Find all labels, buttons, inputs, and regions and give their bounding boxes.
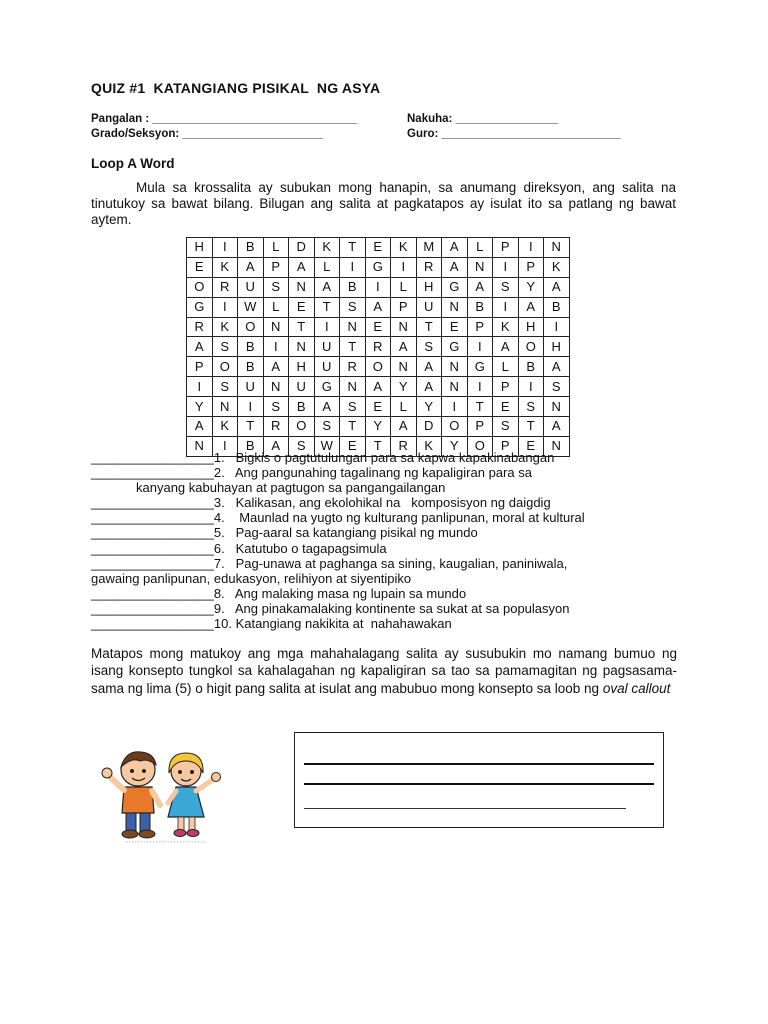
grid-row bbox=[187, 238, 570, 258]
grid-cell[interactable]: A bbox=[544, 417, 570, 437]
grid-cell[interactable]: N bbox=[289, 337, 315, 357]
grid-cell[interactable]: K bbox=[212, 257, 238, 277]
grid-cell[interactable]: K bbox=[544, 257, 570, 277]
grid-cell[interactable]: W bbox=[314, 436, 340, 456]
grid-cell[interactable]: I bbox=[493, 257, 519, 277]
grid-cell[interactable]: U bbox=[289, 377, 315, 397]
grid-cell[interactable]: L bbox=[391, 397, 417, 417]
grid-cell[interactable]: I bbox=[340, 257, 366, 277]
grid-cell[interactable]: D bbox=[289, 238, 315, 258]
grid-cell[interactable]: R bbox=[263, 417, 289, 437]
grid-row bbox=[187, 257, 570, 277]
grid-cell[interactable]: P bbox=[391, 297, 417, 317]
grid-row bbox=[187, 397, 570, 417]
grid-cell[interactable]: L bbox=[263, 297, 289, 317]
grid-cell[interactable]: N bbox=[263, 317, 289, 337]
grid-cell[interactable]: H bbox=[289, 357, 315, 377]
question-item-5[interactable]: _________________5. Pag-aaral sa katangiang pisikal ng mundo bbox=[91, 525, 478, 541]
grid-cell[interactable]: T bbox=[467, 397, 493, 417]
teacher-field[interactable]: Guro: ____________________________ bbox=[407, 128, 621, 140]
grid-cell[interactable]: T bbox=[314, 297, 340, 317]
grid-cell[interactable]: I bbox=[238, 397, 264, 417]
grid-row bbox=[187, 277, 570, 297]
grid-cell[interactable]: H bbox=[416, 277, 442, 297]
grid-cell[interactable]: P bbox=[467, 317, 493, 337]
grid-cell[interactable]: A bbox=[187, 417, 213, 437]
grid-cell[interactable]: I bbox=[187, 377, 213, 397]
grid-cell[interactable]: B bbox=[467, 297, 493, 317]
grid-cell[interactable]: N bbox=[544, 397, 570, 417]
section-heading: Loop A Word bbox=[91, 156, 175, 171]
grid-row bbox=[187, 417, 570, 437]
question-item-8[interactable]: _________________8. Ang malaking masa ng lupain sa mundo bbox=[91, 585, 467, 601]
grid-cell[interactable]: S bbox=[212, 377, 238, 397]
grid-cell[interactable]: I bbox=[518, 377, 544, 397]
grid-cell[interactable]: B bbox=[238, 337, 264, 357]
grid-cell[interactable]: E bbox=[365, 397, 391, 417]
grid-cell[interactable]: A bbox=[416, 377, 442, 397]
grid-cell[interactable]: A bbox=[442, 238, 468, 258]
grid-cell[interactable]: N bbox=[289, 277, 315, 297]
grid-cell[interactable]: E bbox=[518, 436, 544, 456]
grid-cell[interactable]: A bbox=[187, 337, 213, 357]
grid-cell[interactable]: S bbox=[340, 297, 366, 317]
grade-section-field[interactable]: Grado/Seksyon: ______________________ bbox=[91, 128, 324, 140]
grid-cell[interactable]: N bbox=[212, 397, 238, 417]
grid-cell[interactable]: R bbox=[416, 257, 442, 277]
grid-cell[interactable]: P bbox=[493, 238, 519, 258]
grid-cell[interactable]: S bbox=[340, 397, 366, 417]
grid-cell[interactable]: A bbox=[314, 397, 340, 417]
grid-cell[interactable]: O bbox=[212, 357, 238, 377]
kids-illustration bbox=[96, 745, 236, 845]
grid-cell[interactable]: O bbox=[187, 277, 213, 297]
grid-cell[interactable]: P bbox=[187, 357, 213, 377]
grid-cell[interactable]: T bbox=[340, 337, 366, 357]
grid-cell[interactable]: L bbox=[263, 238, 289, 258]
grid-cell[interactable]: K bbox=[212, 317, 238, 337]
grid-cell[interactable]: B bbox=[289, 397, 315, 417]
grid-cell[interactable]: O bbox=[442, 417, 468, 437]
grid-cell[interactable]: N bbox=[187, 436, 213, 456]
grid-cell[interactable]: L bbox=[391, 277, 417, 297]
grid-cell[interactable]: K bbox=[391, 238, 417, 258]
grid-cell[interactable]: P bbox=[493, 377, 519, 397]
grid-cell[interactable]: U bbox=[314, 357, 340, 377]
grid-row bbox=[187, 377, 570, 397]
grid-cell[interactable]: Y bbox=[518, 277, 544, 297]
grid-cell[interactable]: T bbox=[416, 317, 442, 337]
grid-cell[interactable]: N bbox=[442, 357, 468, 377]
grid-row bbox=[187, 297, 570, 317]
grid-cell[interactable]: U bbox=[416, 297, 442, 317]
question-item-10[interactable]: _________________10. Katangiang nakikita at nahahawakan bbox=[91, 616, 452, 632]
grid-cell[interactable]: E bbox=[442, 317, 468, 337]
grid-cell[interactable]: T bbox=[518, 417, 544, 437]
answer-box[interactable] bbox=[294, 732, 664, 828]
grid-cell[interactable]: I bbox=[212, 238, 238, 258]
grid-cell[interactable]: G bbox=[187, 297, 213, 317]
grid-cell[interactable]: N bbox=[391, 357, 417, 377]
grid-cell[interactable]: B bbox=[544, 297, 570, 317]
grid-cell[interactable]: H bbox=[187, 238, 213, 258]
grid-cell[interactable]: U bbox=[314, 337, 340, 357]
grid-cell[interactable]: A bbox=[289, 257, 315, 277]
grid-cell[interactable]: G bbox=[442, 337, 468, 357]
grid-cell[interactable]: E bbox=[493, 397, 519, 417]
grid-cell[interactable]: L bbox=[314, 257, 340, 277]
grid-cell[interactable]: A bbox=[365, 297, 391, 317]
grid-cell[interactable]: T bbox=[365, 436, 391, 456]
grid-cell[interactable]: A bbox=[263, 436, 289, 456]
grid-cell[interactable]: I bbox=[467, 337, 493, 357]
grid-cell[interactable]: E bbox=[365, 238, 391, 258]
closing-instructions: Matapos mong matukoy ang mga mahahalagang salita ay susubukin mo namang bumuo ng isang konsepto tungkol sa kahalagahan ng kapaligiran sa tao sa pamamagitan ng pagsasama-sama ng lima (5) o higit pang salita at isulat ang mabubuo mong konsepto sa loob ng oval callout bbox=[91, 646, 677, 696]
grid-cell[interactable]: N bbox=[263, 377, 289, 397]
grid-cell[interactable]: Y bbox=[416, 397, 442, 417]
grid-cell[interactable]: P bbox=[263, 257, 289, 277]
grid-cell[interactable]: B bbox=[238, 436, 264, 456]
grid-cell[interactable]: R bbox=[187, 317, 213, 337]
grid-cell[interactable]: E bbox=[365, 317, 391, 337]
question-item-2-continued: kanyang kabuhayan at pagtugon sa pangangailangan bbox=[136, 480, 446, 496]
grid-cell[interactable]: I bbox=[314, 317, 340, 337]
grid-cell[interactable]: N bbox=[544, 238, 570, 258]
grid-cell[interactable]: G bbox=[467, 357, 493, 377]
grid-cell[interactable]: R bbox=[212, 277, 238, 297]
grid-cell[interactable]: N bbox=[467, 257, 493, 277]
answer-line-3[interactable] bbox=[304, 808, 626, 809]
name-field[interactable]: Pangalan : ________________________________ bbox=[91, 113, 358, 125]
grid-cell[interactable]: T bbox=[340, 238, 366, 258]
grid-cell[interactable]: O bbox=[238, 317, 264, 337]
girl-figure bbox=[168, 753, 221, 837]
grid-row bbox=[187, 317, 570, 337]
grid-cell[interactable]: S bbox=[518, 397, 544, 417]
grid-cell[interactable]: S bbox=[212, 337, 238, 357]
grid-cell[interactable]: A bbox=[544, 357, 570, 377]
grid-cell[interactable]: B bbox=[238, 357, 264, 377]
grid-cell[interactable]: I bbox=[263, 337, 289, 357]
instructions-paragraph: Mula sa krossalita ay subukan mong hanapin, sa anumang direksyon, ang salita na tinutukoy sa bawat bilang. Bilugan ang salita at pagkatapos ay isulat ito sa patlang ng bawat aytem. bbox=[91, 180, 676, 227]
grid-cell[interactable]: T bbox=[238, 417, 264, 437]
grid-cell[interactable]: S bbox=[289, 436, 315, 456]
boy-figure bbox=[102, 752, 160, 838]
grid-cell[interactable]: N bbox=[391, 317, 417, 337]
grid-row bbox=[187, 337, 570, 357]
grid-cell[interactable]: P bbox=[467, 417, 493, 437]
grid-cell[interactable]: I bbox=[544, 317, 570, 337]
grid-cell[interactable]: A bbox=[391, 337, 417, 357]
grid-cell[interactable]: K bbox=[493, 317, 519, 337]
grid-cell[interactable]: Y bbox=[442, 436, 468, 456]
grid-cell[interactable]: P bbox=[518, 257, 544, 277]
grid-cell[interactable]: A bbox=[263, 357, 289, 377]
grid-cell[interactable]: T bbox=[289, 317, 315, 337]
grid-cell[interactable]: N bbox=[442, 377, 468, 397]
grid-cell[interactable]: A bbox=[467, 277, 493, 297]
grid-cell[interactable]: B bbox=[340, 277, 366, 297]
grid-cell[interactable]: A bbox=[391, 417, 417, 437]
grid-cell[interactable]: A bbox=[518, 297, 544, 317]
grid-cell[interactable]: L bbox=[493, 357, 519, 377]
grid-cell[interactable]: A bbox=[416, 357, 442, 377]
grid-cell[interactable]: I bbox=[518, 238, 544, 258]
grid-cell[interactable]: N bbox=[340, 317, 366, 337]
grid-cell[interactable]: L bbox=[467, 238, 493, 258]
grid-cell[interactable]: D bbox=[416, 417, 442, 437]
grid-cell[interactable]: A bbox=[544, 277, 570, 297]
grid-cell[interactable]: O bbox=[289, 417, 315, 437]
grid-cell[interactable]: A bbox=[314, 277, 340, 297]
quiz-title: QUIZ #1 KATANGIANG PISIKAL NG ASYA bbox=[91, 80, 381, 96]
grid-cell[interactable]: K bbox=[212, 417, 238, 437]
grid-cell[interactable]: O bbox=[365, 357, 391, 377]
question-item-1[interactable]: _________________1. Bigkis o pagtutulungan para sa kapwa kapakinabangan bbox=[91, 450, 555, 465]
grid-cell[interactable]: K bbox=[416, 436, 442, 456]
grid-cell[interactable]: R bbox=[365, 337, 391, 357]
grid-cell[interactable]: N bbox=[442, 297, 468, 317]
grid-cell[interactable]: E bbox=[187, 257, 213, 277]
grid-cell[interactable]: E bbox=[340, 436, 366, 456]
grid-cell[interactable]: S bbox=[263, 397, 289, 417]
grid-cell[interactable]: S bbox=[493, 417, 519, 437]
grid-cell[interactable]: O bbox=[518, 337, 544, 357]
grid-cell[interactable]: K bbox=[314, 238, 340, 258]
grid-cell[interactable]: S bbox=[544, 377, 570, 397]
grid-cell[interactable]: G bbox=[314, 377, 340, 397]
question-item-3[interactable]: _________________3. Kalikasan, ang ekolohikal na komposisyon ng daigdig bbox=[91, 495, 551, 511]
grid-cell[interactable]: Y bbox=[391, 377, 417, 397]
question-list bbox=[91, 450, 691, 631]
grid-cell[interactable]: Y bbox=[365, 417, 391, 437]
grid-cell[interactable]: M bbox=[416, 238, 442, 258]
answer-line-1[interactable] bbox=[304, 763, 654, 765]
grid-cell[interactable]: N bbox=[544, 436, 570, 456]
grid-cell[interactable]: T bbox=[340, 417, 366, 437]
grid-cell[interactable]: A bbox=[238, 257, 264, 277]
question-item-2[interactable]: _________________2. Ang pangunahing tagalinang ng kapaligiran para sa bbox=[91, 465, 532, 481]
grid-row bbox=[187, 357, 570, 377]
question-item-4[interactable]: _________________4. Maunlad na yugto ng kulturang panlipunan, moral at kultural bbox=[91, 510, 585, 526]
question-item-7[interactable]: _________________7. Pag-unawa at paghanga sa sining, kaugalian, paniniwala, bbox=[91, 555, 568, 571]
grid-cell[interactable]: I bbox=[212, 297, 238, 317]
grid-cell[interactable]: A bbox=[442, 257, 468, 277]
question-item-7-continued: gawaing panlipunan, edukasyon, relihiyon at siyentipiko bbox=[91, 570, 412, 586]
grid-cell[interactable]: S bbox=[263, 277, 289, 297]
grid-cell[interactable]: H bbox=[518, 317, 544, 337]
grid-cell[interactable]: S bbox=[416, 337, 442, 357]
question-item-6[interactable]: _________________6. Katutubo o tagapagsimula bbox=[91, 540, 387, 556]
grid-cell[interactable]: Y bbox=[187, 397, 213, 417]
word-search-grid[interactable] bbox=[186, 237, 570, 457]
grid-cell[interactable]: B bbox=[238, 238, 264, 258]
score-field[interactable]: Nakuha: ________________ bbox=[407, 113, 558, 125]
grid-cell[interactable]: I bbox=[442, 397, 468, 417]
grid-cell[interactable]: R bbox=[340, 357, 366, 377]
grid-cell[interactable]: R bbox=[391, 436, 417, 456]
grid-cell[interactable]: P bbox=[493, 436, 519, 456]
grid-cell[interactable]: A bbox=[365, 377, 391, 397]
grid-cell[interactable]: H bbox=[544, 337, 570, 357]
grid-cell[interactable]: I bbox=[212, 436, 238, 456]
grid-cell[interactable]: O bbox=[467, 436, 493, 456]
grid-cell[interactable]: I bbox=[365, 277, 391, 297]
grid-cell[interactable]: U bbox=[238, 277, 264, 297]
question-item-9[interactable]: _________________9. Ang pinakamalaking kontinente sa sukat at sa populasyon bbox=[91, 600, 570, 616]
grid-cell[interactable]: B bbox=[518, 357, 544, 377]
grid-cell[interactable]: U bbox=[238, 377, 264, 397]
grid-cell[interactable]: I bbox=[493, 297, 519, 317]
grid-cell[interactable]: A bbox=[493, 337, 519, 357]
grid-cell[interactable]: G bbox=[365, 257, 391, 277]
grid-cell[interactable]: G bbox=[442, 277, 468, 297]
grid-cell[interactable]: N bbox=[340, 377, 366, 397]
answer-line-2[interactable] bbox=[304, 783, 654, 785]
grid-cell[interactable]: S bbox=[314, 417, 340, 437]
grid-cell[interactable]: I bbox=[467, 377, 493, 397]
grid-cell[interactable]: W bbox=[238, 297, 264, 317]
grid-cell[interactable]: E bbox=[289, 297, 315, 317]
grid-cell[interactable]: S bbox=[493, 277, 519, 297]
grid-cell[interactable]: I bbox=[391, 257, 417, 277]
